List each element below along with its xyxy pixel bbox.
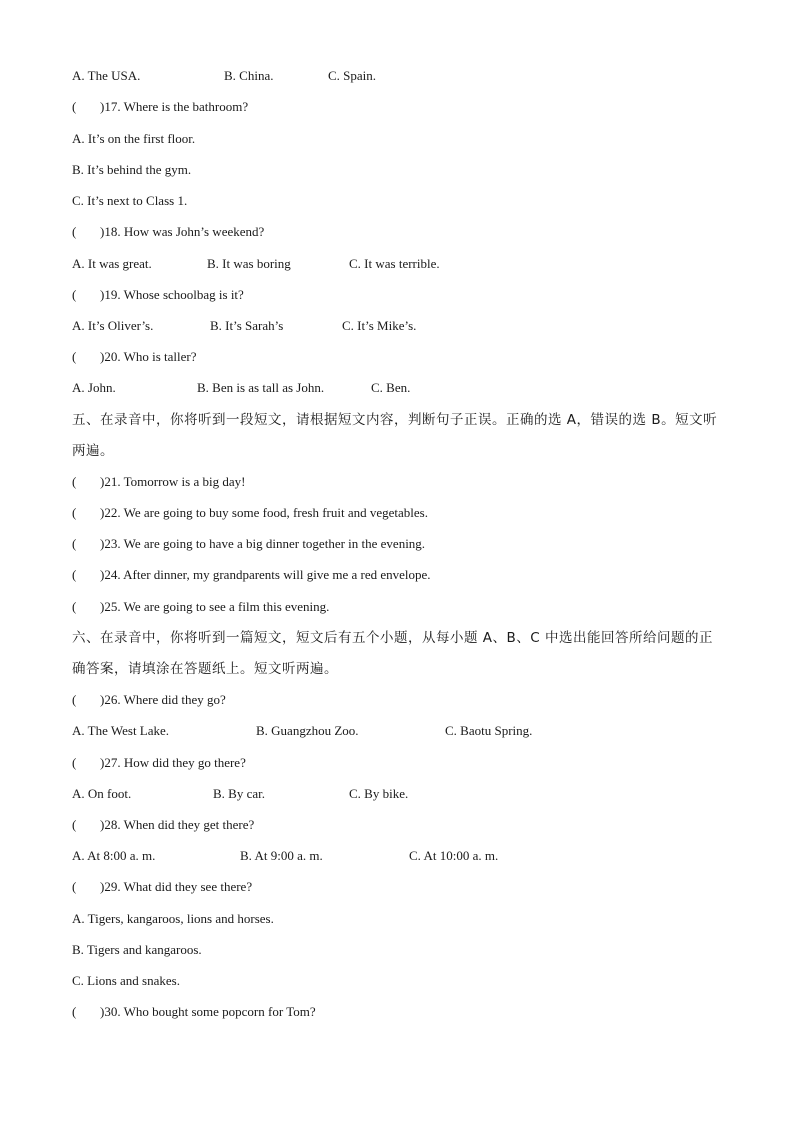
question-text: )25. We are going to see a film this evening.	[100, 599, 330, 614]
answer-blank[interactable]: (	[72, 755, 77, 770]
question-text: )23. We are going to have a big dinner together in the evening.	[100, 536, 426, 551]
question-18	[72, 224, 264, 240]
question-23	[72, 536, 425, 552]
question-22	[72, 505, 428, 521]
answer-blank[interactable]: (	[72, 505, 77, 520]
q28-option-a: A. At 8:00 a. m.	[72, 848, 156, 863]
q17-option-a: A. It’s on the first floor.	[72, 131, 196, 146]
answer-blank[interactable]: (	[72, 287, 77, 302]
q26-option-a: A. The West Lake.	[72, 723, 170, 738]
question-text: )30. Who bought some popcorn for Tom?	[100, 1004, 316, 1019]
question-text: )20. Who is taller?	[100, 349, 197, 364]
question-text: )19. Whose schoolbag is it?	[100, 287, 244, 302]
q20-option-b: B. Ben is as tall as John.	[197, 380, 325, 395]
q19-option-c: C. It’s Mike’s.	[342, 318, 417, 333]
question-27	[72, 755, 246, 771]
question-24	[72, 567, 431, 583]
question-17	[72, 99, 248, 115]
question-text: )22. We are going to buy some food, fresh fruit and vegetables.	[100, 505, 428, 520]
answer-blank[interactable]: (	[72, 692, 77, 707]
q17-option-b: B. It’s behind the gym.	[72, 162, 192, 177]
q29-option-c: C. Lions and snakes.	[72, 973, 180, 988]
q20-option-c: C. Ben.	[371, 380, 411, 395]
answer-blank[interactable]: (	[72, 349, 77, 364]
question-text: )18. How was John’s weekend?	[100, 224, 265, 239]
q17-option-c: C. It’s next to Class 1.	[72, 193, 188, 208]
answer-blank[interactable]: (	[72, 99, 77, 114]
section-5-instructions-line2: 两遍。	[72, 443, 114, 459]
question-30	[72, 1004, 316, 1020]
q26-option-b: B. Guangzhou Zoo.	[256, 723, 359, 738]
section-6-instructions-line1: 六、在录音中，你将听到一篇短文，短文后有五个小题，从每小题 A、B、C 中选出能回答所给问题的正	[72, 630, 714, 646]
question-text: )24. After dinner, my grandparents will give me a red envelope.	[100, 567, 431, 582]
q19-option-a: A. It’s Oliver’s.	[72, 318, 154, 333]
question-20	[72, 349, 197, 365]
answer-blank[interactable]: (	[72, 224, 77, 239]
question-21	[72, 474, 245, 490]
q29-option-b: B. Tigers and kangaroos.	[72, 942, 202, 957]
question-text: )21. Tomorrow is a big day!	[100, 474, 246, 489]
q16-option-c: C. Spain.	[328, 68, 377, 83]
question-text: )27. How did they go there?	[100, 755, 246, 770]
q16-option-a: A. The USA.	[72, 68, 141, 83]
answer-blank[interactable]: (	[72, 879, 77, 894]
q16-option-b: B. China.	[224, 68, 274, 83]
q26-option-c: C. Baotu Spring.	[445, 723, 533, 738]
q27-option-a: A. On foot.	[72, 786, 132, 801]
question-19	[72, 287, 244, 303]
answer-blank[interactable]: (	[72, 1004, 77, 1019]
q20-option-a: A. John.	[72, 380, 116, 395]
question-text: )28. When did they get there?	[100, 817, 255, 832]
q28-option-c: C. At 10:00 a. m.	[409, 848, 499, 863]
q27-option-c: C. By bike.	[349, 786, 409, 801]
answer-blank[interactable]: (	[72, 474, 77, 489]
answer-blank[interactable]: (	[72, 817, 77, 832]
answer-blank[interactable]: (	[72, 599, 77, 614]
question-25	[72, 599, 329, 615]
q19-option-b: B. It’s Sarah’s	[210, 318, 284, 333]
question-28	[72, 817, 254, 833]
q18-option-c: C. It was terrible.	[349, 256, 440, 271]
section-5-instructions-line1: 五、在录音中，你将听到一段短文，请根据短文内容，判断句子正误。正确的选 A，错误的选 B。短文听	[72, 412, 718, 428]
section-6-instructions-line2: 确答案，请填涂在答题纸上。短文听两遍。	[72, 661, 338, 677]
question-29	[72, 879, 252, 895]
question-text: )26. Where did they go?	[100, 692, 226, 707]
question-26	[72, 692, 226, 708]
q18-option-a: A. It was great.	[72, 256, 152, 271]
answer-blank[interactable]: (	[72, 536, 77, 551]
q28-option-b: B. At 9:00 a. m.	[240, 848, 323, 863]
answer-blank[interactable]: (	[72, 567, 77, 582]
q18-option-b: B. It was boring	[207, 256, 291, 271]
question-text: )17. Where is the bathroom?	[100, 99, 249, 114]
q29-option-a: A. Tigers, kangaroos, lions and horses.	[72, 911, 274, 926]
q27-option-b: B. By car.	[213, 786, 265, 801]
question-text: )29. What did they see there?	[100, 879, 253, 894]
